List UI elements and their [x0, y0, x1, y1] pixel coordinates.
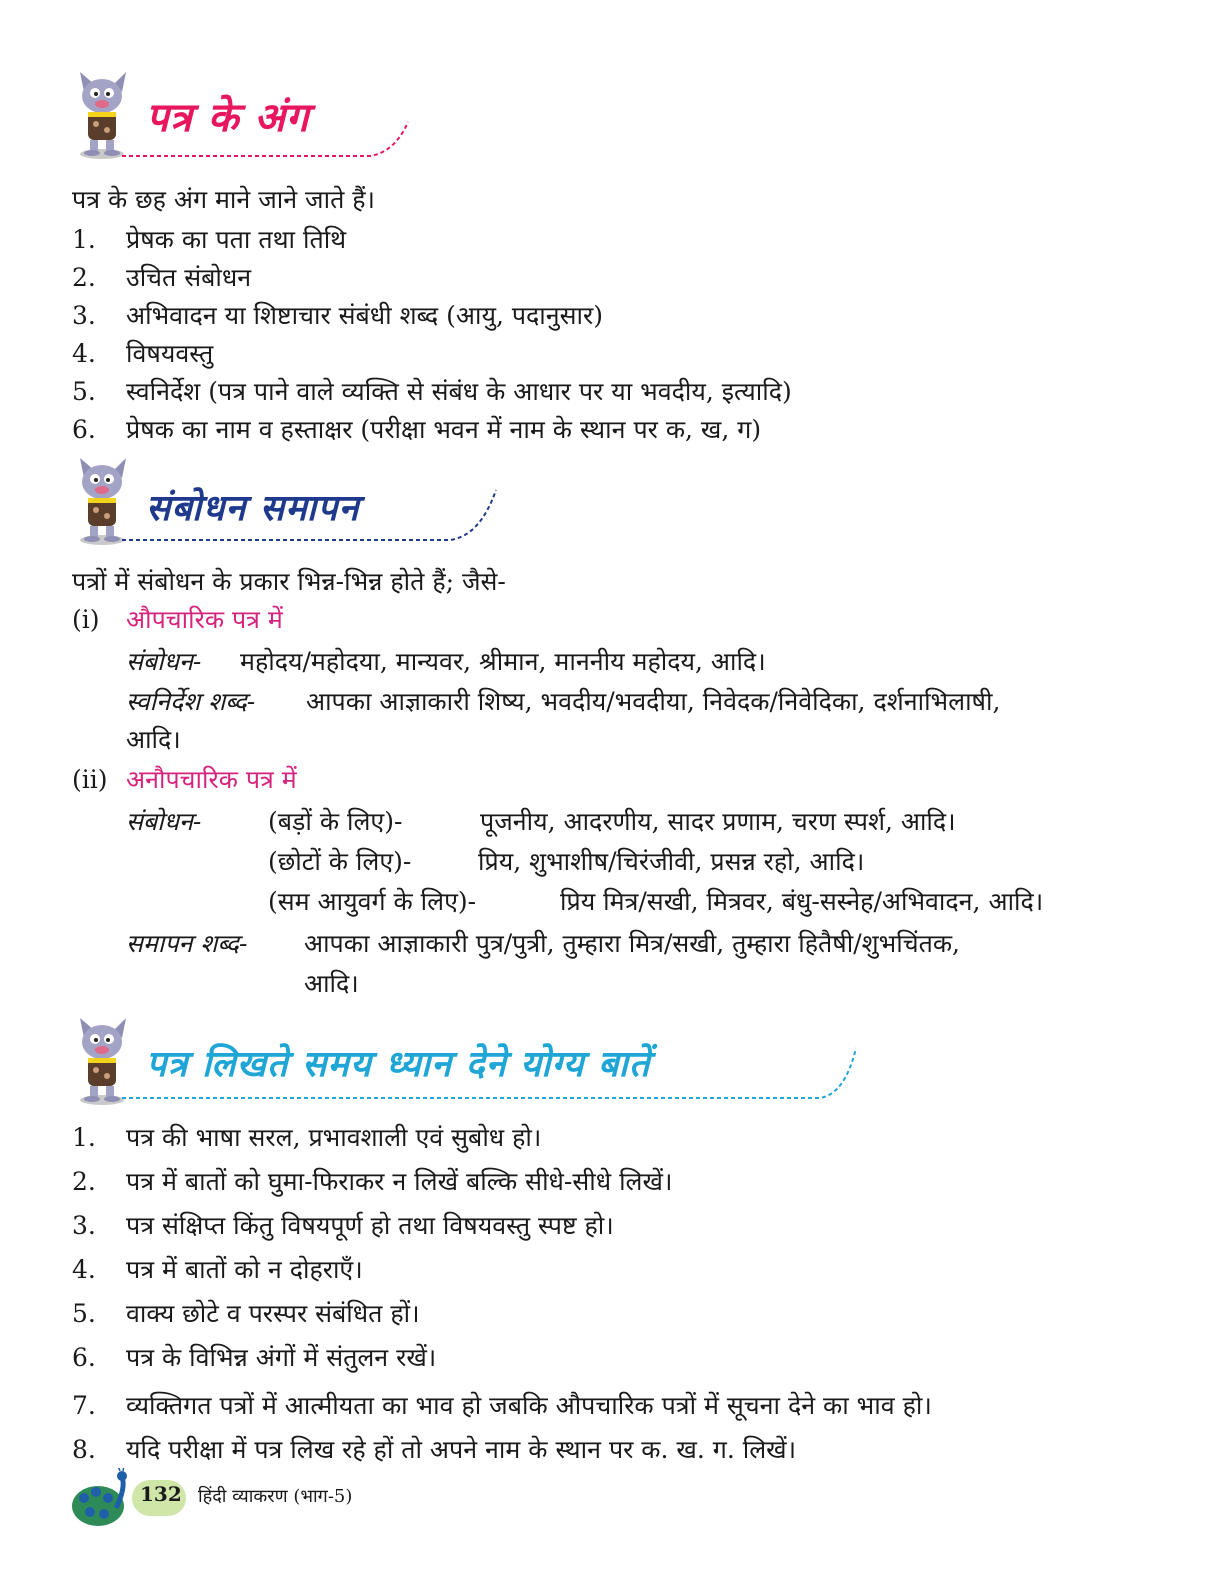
samapan-label: समापन शब्द-: [126, 929, 248, 958]
formal-swanirdesh-text: आपका आज्ञाकारी शिष्य, भवदीय/भवदीया, निवेदक/निवेदिका, दर्शनाभिलाषी,: [306, 687, 1001, 716]
formal-sambodhan-text: महोदय/महोदया, मान्यवर, श्रीमान, माननीय महोदय, आदि।: [240, 647, 766, 676]
salutation-intro: पत्रों में संबोधन के प्रकार भिन्न-भिन्न होते हैं; जैसे-: [72, 567, 506, 596]
page-footer: [70, 1468, 430, 1528]
dashed-underline: [120, 1042, 860, 1102]
informal-marker: (ii): [72, 765, 108, 794]
formal-marker: (i): [72, 605, 100, 634]
dashed-underline: [120, 82, 410, 160]
informal-sambodhan-label: संबोधन-: [126, 807, 202, 836]
formal-sambodhan-label: संबोधन-: [126, 647, 202, 676]
section-header-salutation: [70, 454, 500, 544]
section-title: पत्र के अंग: [146, 95, 310, 141]
section-header-parts: [70, 68, 410, 158]
page-number: 132: [140, 1482, 182, 1506]
section-title: पत्र लिखते समय ध्यान देने योग्य बातें: [146, 1044, 651, 1085]
dashed-underline: [120, 484, 500, 544]
informal-heading: अनौपचारिक पत्र में: [126, 765, 297, 794]
section-title: संबोधन समापन: [146, 488, 360, 529]
parts-intro: पत्र के छह अंग माने जाने जाते हैं।: [72, 185, 376, 214]
section-header-tips: [70, 1014, 860, 1104]
samapan-cont: आदि।: [304, 969, 359, 998]
book-title: हिंदी व्याकरण (भाग-5): [198, 1486, 353, 1507]
formal-heading: औपचारिक पत्र में: [126, 605, 283, 634]
samapan-text: आपका आज्ञाकारी पुत्र/पुत्री, तुम्हारा मित्र/सखी, तुम्हारा हितैषी/शुभचिंतक,: [304, 929, 960, 958]
formal-swanirdesh-label: स्वनिर्देश शब्द-: [126, 687, 256, 716]
formal-swanirdesh-cont: आदि।: [126, 725, 181, 754]
peacock-icon: [70, 1468, 140, 1528]
